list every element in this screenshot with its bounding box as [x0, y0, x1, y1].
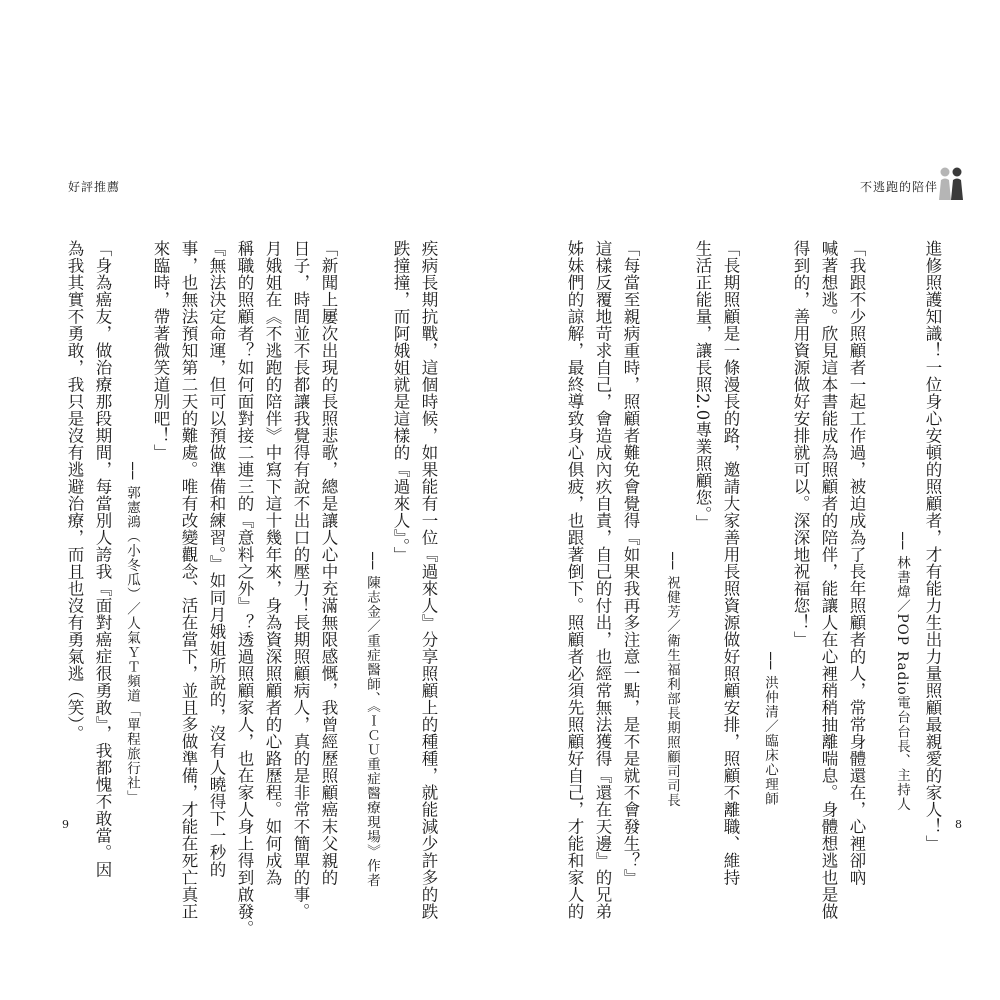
- right-text-line: 「每當至親病重時，照顧者難免會覺得『如果我再多注意一點，是不是就不會發生？』: [621, 240, 640, 886]
- left-page-header: 好評推薦: [68, 180, 121, 194]
- attribution-hong-zhong-qing: ── 洪仲清／臨床心理師: [762, 652, 778, 807]
- attribution-guo-xian-hong: ── 郭憲鴻（小冬瓜）／人氣ＹＴ頻道「單程旅行社」: [124, 462, 140, 805]
- left-text-line: 「新聞上屢次出現的長照悲歌，總是讓人心中充滿無限感慨，我曾經歷照顧癌末父親的: [319, 240, 338, 886]
- right-text-line: 姊妹們的諒解，最終導致身心俱疲，也跟著倒下。照顧者必須先照顧好自己，才能和家人的: [565, 240, 584, 920]
- right-text-line: 喊著想逃。欣見這本書能成為照顧者的陪伴，能讓人在心裡稍稍抽離喘息。身體想逃也是做: [819, 240, 838, 920]
- right-page-number: 8: [955, 818, 962, 831]
- left-page-number: 9: [62, 818, 69, 831]
- right-text-line: 「長期照顧是一條漫長的路，邀請大家善用長照資源做好照顧安排，照顧不離職、維持: [721, 240, 740, 886]
- attribution-zhu-jian-fang: ── 祝健芳／衛生福利部長期照顧司司長: [664, 552, 680, 808]
- two-figures-logo-icon: [938, 166, 964, 202]
- right-text-line: 「我跟不少照顧者一起工作過，被迫成為了長年照顧者的人，常常身體還在，心裡卻吶: [847, 240, 866, 886]
- left-text-line: 月娥姐在《不逃跑的陪伴》中寫下這十幾年來，身為資深照顧者的心路歷程。如何成為: [263, 240, 282, 886]
- right-text-line: 這樣反覆地苛求自己，會造成內疚自責，自己的付出，也經常無法獲得『還在天邊』的兄弟: [593, 240, 612, 920]
- attribution-chen-zhi-jin: ── 陳志金／重症醫師、《ＩＣＵ重症醫療現場》作者: [364, 552, 380, 888]
- left-text-line: 來臨時，帶著微笑道別吧！」: [151, 240, 170, 461]
- right-text-line: 生活正能量，讓長照2.0專業照顧您。」: [693, 240, 712, 532]
- left-text-line: 稱職的照顧者？如何面對接二連三的『意料之外』？透過照顧家人，也在家人身上得到啟發。: [235, 240, 254, 937]
- left-text-line: 日子，時間並不長都讓我覺得有說不出口的壓力！長期照顧病人，真的是非常不簡單的事。: [291, 240, 310, 920]
- left-text-line: 『無法決定命運，但可以預做準備和練習。』如同月娥姐所說的，沒有人曉得下一秒的: [207, 240, 226, 878]
- left-text-line: 疾病長期抗戰，這個時候，如果能有一位『過來人』分享照顧上的種種，就能減少許多的跌: [419, 240, 438, 920]
- right-page-header: 不逃跑的陪伴: [859, 180, 938, 194]
- attribution-lin-shu-wei: ── 林書煒／POP Radio電台台長、主持人: [894, 532, 910, 812]
- left-text-line: 事，也無法預知第二天的難處。唯有改變觀念、活在當下，並且多做準備，才能在死亡真正: [179, 240, 198, 920]
- left-text-line: 「身為癌友，做治療那段期間，每當別人誇我『面對癌症很勇敢』，我都愧不敢當。因: [93, 240, 112, 878]
- left-text-line: 為我其實不勇敢，我只是沒有逃避治療，而且也沒有勇氣逃（笑）。: [65, 240, 84, 742]
- left-text-line: 跌撞撞，而阿娥姐就是這樣的『過來人』。」: [391, 240, 410, 564]
- right-text-line: 得到的，善用資源做好安排就可以。深深地祝福您！」: [791, 240, 810, 648]
- right-text-line: 進修照護知識！一位身心安頓的照顧者，才有能力生出力量照顧最親愛的家人！」: [923, 240, 942, 852]
